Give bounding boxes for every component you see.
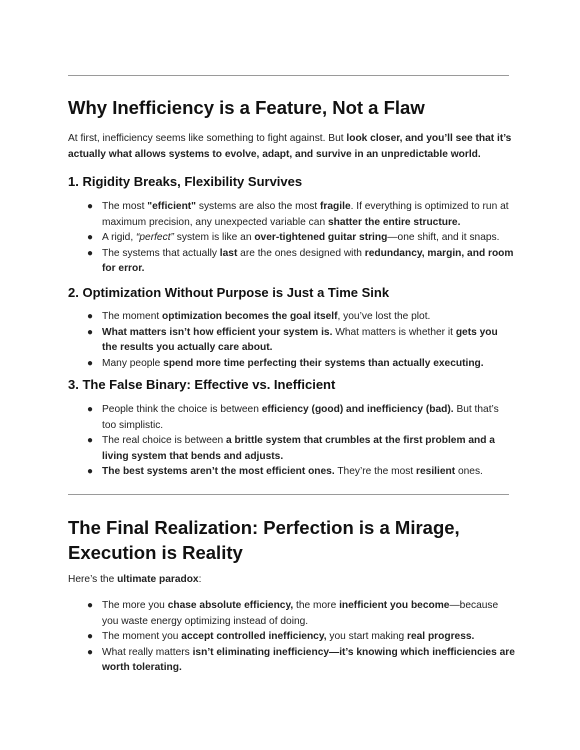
bold-text: accept controlled inefficiency, <box>181 631 327 642</box>
bold-text: real progress. <box>407 631 475 642</box>
bullet-list-paradox <box>87 598 515 676</box>
paradox-intro-paragraph <box>68 572 513 588</box>
text-run: system is like an <box>173 232 255 243</box>
section-title-why-inefficiency: Why Inefficiency is a Feature, Not a Flaw <box>68 97 425 118</box>
bold-text: inefficient you become <box>339 600 450 611</box>
text-run: A rigid, <box>102 232 136 243</box>
bullet-list-rigidity <box>87 199 515 277</box>
subheading-rigidity: 1. Rigidity Breaks, Flexibility Survives <box>68 174 303 189</box>
bold-text: efficiency (good) and inefficiency (bad). <box>261 404 454 415</box>
bullet-icon: ● <box>87 600 94 611</box>
horizontal-divider <box>68 494 509 495</box>
bold-text: a brittle system that crumbles at the first problem and a living system that bends and adjusts. <box>102 435 495 462</box>
bullet-list-optimization <box>87 309 515 371</box>
text-run: The moment <box>102 311 163 322</box>
bullet-icon: ● <box>87 232 94 243</box>
bullet-icon: ● <box>87 404 94 415</box>
text-run: What matters is whether it <box>332 326 456 338</box>
bold-text: chase absolute efficiency, <box>167 600 294 611</box>
bold-text: over-tightened guitar string <box>254 232 388 243</box>
text-run: The real choice is between <box>102 435 227 446</box>
section-title-final-realization: The Final Realization: Perfection is a Mirage, Execution is Reality <box>68 517 460 563</box>
text-run: systems are also the most <box>196 201 321 212</box>
text-run: The moment you <box>102 631 182 642</box>
bullet-icon: ● <box>87 201 94 212</box>
bullet-list-false-binary <box>87 402 515 480</box>
bold-text: "efficient" <box>147 201 197 212</box>
text-run: —one shift, and it snaps. <box>387 232 500 243</box>
subheading-optimization: 2. Optimization Without Purpose is Just a Time Sink <box>68 285 390 300</box>
text-run: The most <box>102 201 148 212</box>
italic-text: “perfect” <box>135 232 174 243</box>
bold-text: fragile <box>320 201 351 212</box>
bullet-item <box>87 464 515 480</box>
bullet-item <box>87 645 515 676</box>
bullet-item <box>87 629 515 645</box>
bullet-item <box>87 246 515 277</box>
bullet-item <box>87 402 515 433</box>
text-run: the more <box>293 600 340 611</box>
bold-text: gets you the results you actually care about. <box>102 326 498 353</box>
bold-text: last <box>219 247 238 259</box>
text-run: Here’s the <box>68 574 118 585</box>
text-run: : <box>198 574 202 585</box>
text-run: At first, inefficiency seems like something to fight against. But <box>68 133 347 144</box>
text-run: They’re the most <box>334 466 417 477</box>
bullet-item <box>87 199 515 230</box>
text-run: . If everything is optimized to run at maximum precision, any unexpected variable can <box>102 201 509 228</box>
bold-text: What matters isn’t how efficient your system is. <box>102 326 333 338</box>
bullet-icon: ● <box>87 311 94 322</box>
bold-text: optimization becomes the goal itself <box>162 311 338 322</box>
text-run: , you’ve lost the plot. <box>337 311 431 322</box>
text-run: are the ones designed with <box>237 247 365 259</box>
bold-text: resilient <box>416 466 456 477</box>
text-run: Many people <box>102 357 164 369</box>
text-run: —because you waste energy optimizing instead of doing. <box>102 600 499 627</box>
bold-text: shatter the entire structure. <box>327 216 461 228</box>
bullet-item <box>87 230 515 246</box>
bullet-icon: ● <box>87 631 94 642</box>
bold-text: ultimate paradox <box>117 574 199 585</box>
text-run: But that’s too simplistic. <box>102 404 499 431</box>
bullet-icon: ● <box>87 466 94 477</box>
bullet-item <box>87 325 515 356</box>
bold-text: The best systems aren’t the most efficient ones. <box>102 466 335 477</box>
text-run: The systems that actually <box>102 247 220 259</box>
bullet-icon: ● <box>87 435 94 446</box>
text-run: you start making <box>326 631 407 642</box>
bold-text: redundancy, margin, and room for error. <box>102 247 514 274</box>
bullet-item <box>87 598 515 629</box>
bullet-icon: ● <box>87 357 94 369</box>
text-run: People think the choice is between <box>102 404 262 415</box>
bold-text: spend more time perfecting their systems than actually executing. <box>163 357 484 369</box>
bullet-item <box>87 356 515 372</box>
bold-text: isn’t eliminating inefficiency—it’s knowing which inefficiencies are worth tolerating. <box>102 646 515 673</box>
bullet-icon: ● <box>87 646 94 658</box>
bold-text: look closer, and you’ll see that it’s actually what allows systems to evolve, adapt, and survive in an unpredictable world. <box>68 133 512 160</box>
text-run: ones. <box>455 466 483 477</box>
bullet-item <box>87 309 515 325</box>
horizontal-divider <box>68 75 509 76</box>
bullet-icon: ● <box>87 326 94 338</box>
bullet-icon: ● <box>87 247 94 259</box>
text-run: What really matters <box>102 646 193 658</box>
text-run: The more you <box>102 600 168 611</box>
section-intro-paragraph <box>68 131 513 163</box>
subheading-false-binary: 3. The False Binary: Effective vs. Inefficient <box>68 377 336 392</box>
bullet-item <box>87 433 515 464</box>
